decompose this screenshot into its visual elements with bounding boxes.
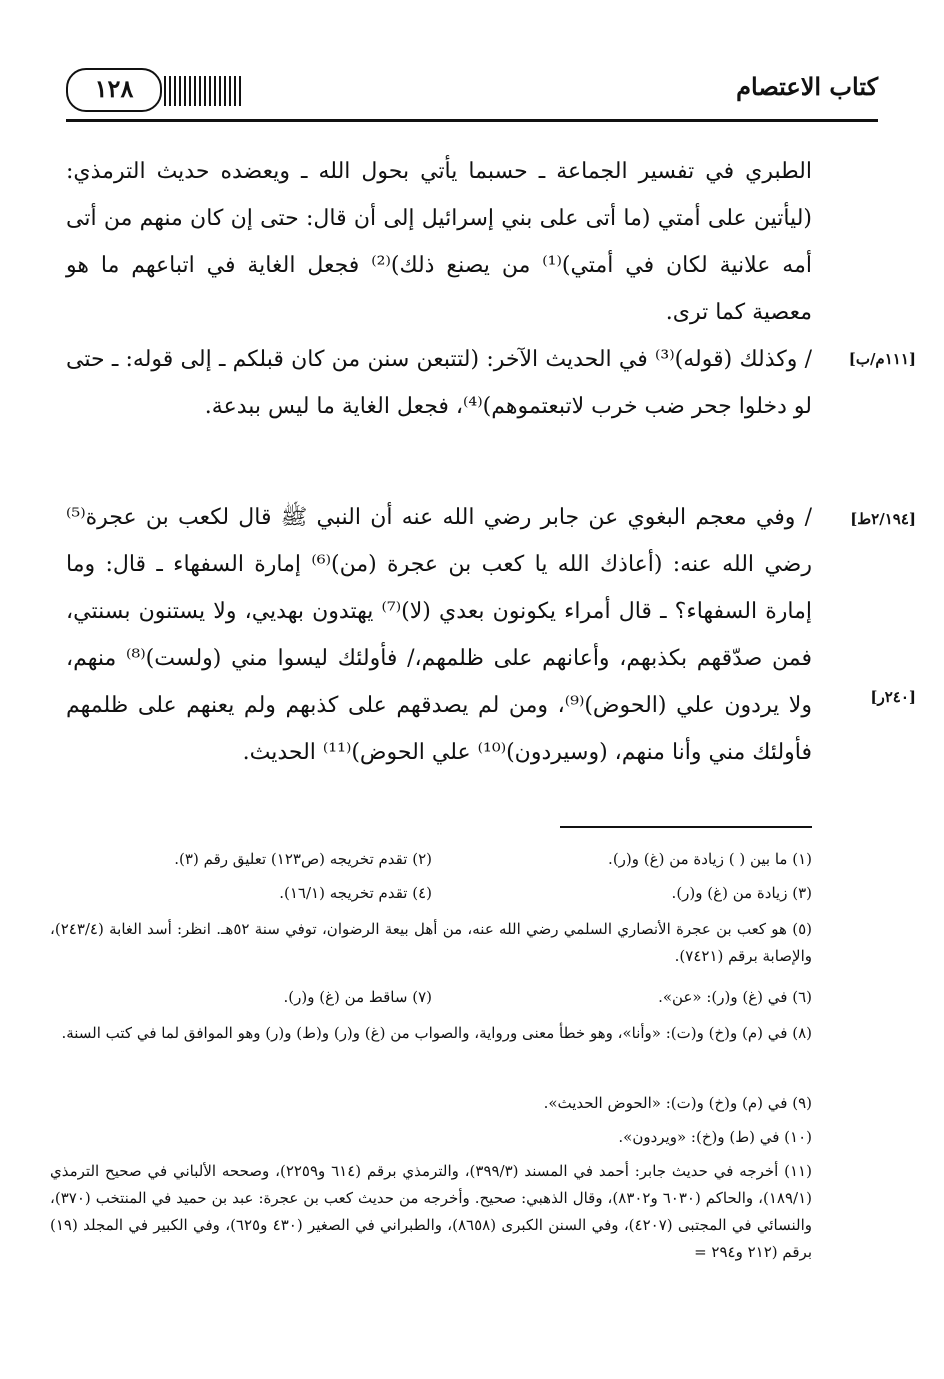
footnote-11: (١١) أخرجه في حديث جابر: أحمد في المسند (٣٩٩/٣)، والترمذي برقم (٦١٤ و٢٢٥٩)، وصححه الألباني في صحيح الترمذي (١٨٩/١)، والحاكم (٦٠٣٠ و٨٣٠٢)، وقال الذهبي: صحيح. وأخرجه من حديث كعب بن عجرة: عبد بن حميد في المنتخب (٣٧٠)، والنسائي في المجتبى (٤٢٠٧)، وفي السنن الكبرى (٨٦٥٨)، والطبراني في الصغير (٤٣٠ و٦٢٥)، وفي الكبير في المجلد (١٩) برقم (٢١٢ و٢٩٤ = — [50, 1162, 812, 1261]
footnote-4: (٤) تقدم تخريجه (١٦/١). — [279, 884, 432, 902]
footnote-5: (٥) هو كعب بن عجرة الأنصاري السلمي رضي الله عنه، من أهل بيعة الرضوان، توفي سنة ٥٢هـ. انظر: أسد الغابة (٢٤٣/٤)، والإصابة برقم (٧٤٢١). — [50, 920, 812, 965]
footnote-1: (١) ما بين ( ) زيادة من (غ) و(ر). — [608, 850, 812, 868]
page-header — [66, 66, 878, 122]
footnote-row — [50, 984, 812, 1011]
header-rule — [66, 119, 878, 122]
footnote-2: (٢) تقدم تخريجه (ص١٢٣) تعليق رقم (٣). — [174, 850, 432, 868]
header-ornament — [164, 76, 244, 106]
footnote-10: (١٠) في (ط) و(خ): «ويردون». — [618, 1128, 812, 1146]
page-number: ١٢٨ — [66, 68, 162, 112]
footnote-row — [50, 880, 812, 907]
running-title: كتاب الاعتصام — [736, 72, 878, 101]
footnote-3: (٣) زيادة من (غ) و(ر). — [671, 884, 812, 902]
footnote-9: (٩) في (م) و(خ) و(ت): «الحوض الحديث». — [543, 1094, 812, 1112]
footnote-6: (٦) في (غ) و(ر): «عن». — [658, 988, 812, 1006]
footnote-row — [50, 846, 812, 873]
paragraph-2: / وكذلك (قوله)⁽³⁾ في الحديث الآخر: (لتتبعن سنن من كان قبلكم ـ إلى قوله: ـ حتى لو دخلوا جحر ضب خرب لاتبعتموهم)⁽⁴⁾، فجعل الغاية ما ليس ببدعة. — [66, 347, 812, 419]
footnote-rule — [560, 826, 812, 828]
footnote-7: (٧) ساقط من (غ) و(ر). — [283, 988, 432, 1006]
margin-note-2: [٢/١٩٤ط] — [850, 510, 916, 528]
paragraph-1: الطبري في تفسير الجماعة ـ حسبما يأتي بحول الله ـ ويعضده حديث الترمذي: (ليأتين على أمتي (ما أتى على بني إسرائيل إلى أن قال: حتى إن كان منهم من أتى أمه علانية لكان في أمتي)⁽¹⁾ من يصنع ذلك)⁽²⁾ فجعل الغاية في اتباعهم ما هو معصية كما ترى. — [66, 159, 812, 325]
paragraph-3: / وفي معجم البغوي عن جابر رضي الله عنه أن النبي ﷺ قال لكعب بن عجرة⁽⁵⁾ رضي الله عنه: (أعاذك الله يا كعب بن عجرة (من)⁽⁶⁾ إمارة السفهاء ـ قال: وما إمارة السفهاء؟ ـ قال أمراء يكونون بعدي (لا)⁽⁷⁾ يهتدون بهديي، ولا يستنون بسنتي، فمن صدّقهم بكذبهم، وأعانهم على ظلمهم،/ فأولئك ليسوا مني (ولست)⁽⁸⁾ منهم، ولا يردون علي (الحوض)⁽⁹⁾، ومن لم يصدقهم على كذبهم ولم يعنهم على ظلمهم فأولئك مني وأنا منهم، (وسيردون)⁽¹⁰⁾ علي الحوض)⁽¹¹⁾ الحديث. — [66, 505, 813, 765]
margin-note-1: [١١١م/ب] — [848, 350, 916, 368]
margin-note-3: [٢٤٠ر] — [870, 688, 916, 706]
footnote-8: (٨) في (م) و(خ) و(ت): «وأنا»، وهو خطأ معنى ورواية، والصواب من (غ) و(ر) و(ط) و(ر) وهو الموافق لما في كتب السنة. — [61, 1024, 812, 1042]
